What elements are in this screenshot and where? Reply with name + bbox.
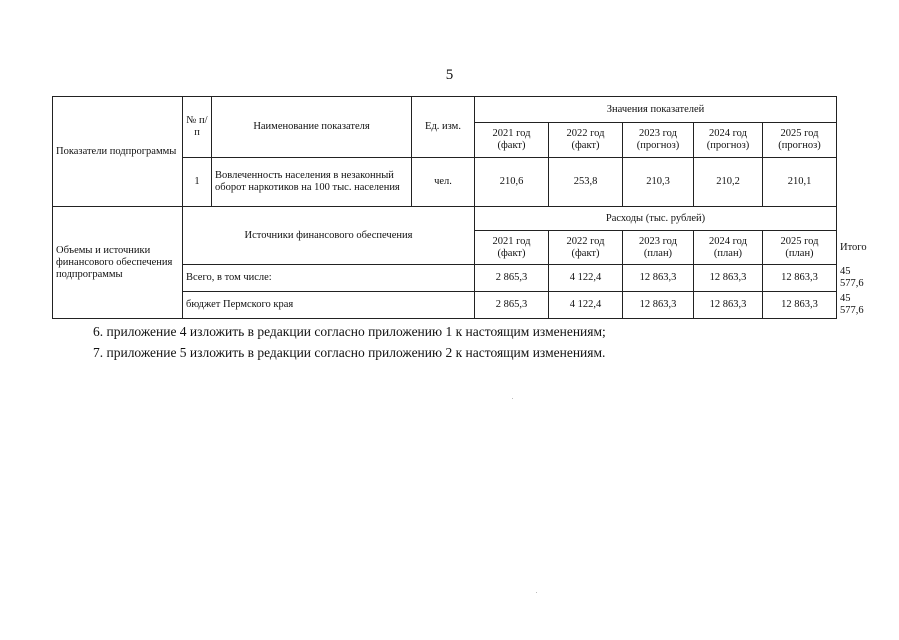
funding-value: 12 863,3 <box>623 292 694 319</box>
indicator-value: 210,3 <box>623 158 694 207</box>
indicator-name: Вовлеченность населения в незаконный оборот наркотиков на 100 тыс. населения <box>212 158 412 207</box>
expense-year-header: 2022 год (факт) <box>549 231 623 265</box>
funding-value: 12 863,3 <box>694 292 763 319</box>
value-year-header: 2021 год (факт) <box>475 123 549 158</box>
value-year-header: 2025 год (прогноз) <box>763 123 837 158</box>
paragraph-item-6: 6. приложение 4 изложить в редакции согласно приложению 1 к настоящим изменениям; <box>93 324 606 339</box>
funding-sources-header: Источники финансового обеспечения <box>183 207 475 265</box>
indicator-value: 253,8 <box>549 158 623 207</box>
expense-year-header: 2021 год (факт) <box>475 231 549 265</box>
indicator-value: 210,1 <box>763 158 837 207</box>
expense-year-header: 2023 год (план) <box>623 231 694 265</box>
value-year-header: 2024 год (прогноз) <box>694 123 763 158</box>
indicator-value: 210,2 <box>694 158 763 207</box>
expenses-header: Расходы (тыс. рублей) <box>475 207 837 231</box>
scan-speck <box>512 398 513 399</box>
col-name-header: Наименование показателя <box>212 97 412 158</box>
value-year-header: 2022 год (факт) <box>549 123 623 158</box>
subprogram-table: Показатели подпрограммы № п/п Наименование показателя Ед. изм. Значения показателей 2021 год (факт) 2022 год (факт) 2023 год (прогноз) 2024 год (прогноз) 2025 год (прогноз) 1 Вовлеченность населения в незаконный оборот наркотиков на 100 тыс. населения чел. 210,6 253,8 210,3 210,2 210,1 Объемы и источники финансового обеспечения подпрограммы Источники финансового обеспечения Расходы (тыс. рублей) 2021 год (факт) 2022 год (факт) 2023 год (план) 2024 год (план) 2025 год (план) Итого Всего, в том числе: 2 865,3 4 122,4 12 863,3 12 863,3 12 863,3 45 577,6 бюджет Пермского края 2 865,3 4 122,4 12 863,3 12 863,3 12 863,3 45 577,6 <box>52 96 837 319</box>
value-year-header: 2023 год (прогноз) <box>623 123 694 158</box>
values-header: Значения показателей <box>475 97 837 123</box>
col-unit-header: Ед. изм. <box>412 97 475 158</box>
funding-row-label: бюджет Пермского края <box>183 292 475 319</box>
funding-value: 2 865,3 <box>475 292 549 319</box>
funding-value: 4 122,4 <box>549 292 623 319</box>
funding-value: 12 863,3 <box>763 265 837 292</box>
row-header-funding: Объемы и источники финансового обеспечения подпрограммы <box>53 207 183 319</box>
scan-speck <box>536 592 537 593</box>
expense-year-header: 2025 год (план) <box>763 231 837 265</box>
funding-row-label: Всего, в том числе: <box>183 265 475 292</box>
funding-value: 12 863,3 <box>763 292 837 319</box>
funding-value: 2 865,3 <box>475 265 549 292</box>
funding-value: 12 863,3 <box>694 265 763 292</box>
row-header-indicators: Показатели подпрограммы <box>53 97 183 207</box>
funding-value: 12 863,3 <box>623 265 694 292</box>
indicator-unit: чел. <box>412 158 475 207</box>
funding-value: 4 122,4 <box>549 265 623 292</box>
page-number: 5 <box>445 67 454 83</box>
expense-year-header: 2024 год (план) <box>694 231 763 265</box>
indicator-num: 1 <box>183 158 212 207</box>
col-num-header: № п/п <box>183 97 212 158</box>
indicator-value: 210,6 <box>475 158 549 207</box>
paragraph-item-7: 7. приложение 5 изложить в редакции согласно приложению 2 к настоящим изменениям. <box>93 345 606 360</box>
